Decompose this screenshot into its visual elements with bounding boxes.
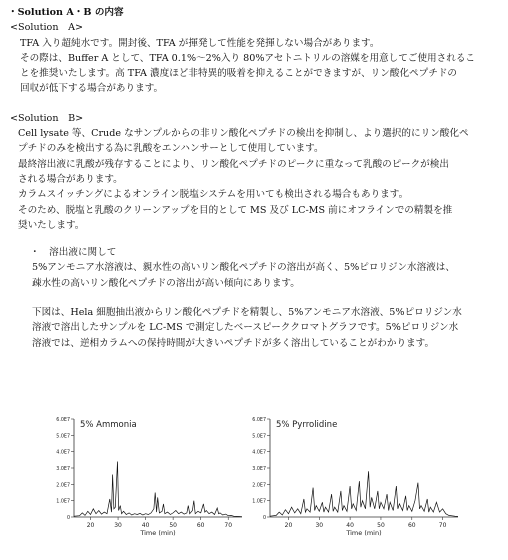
x-tick-label: 30: [114, 522, 122, 529]
chromatogram-pyrrolidine-svg: [252, 405, 470, 545]
chromatogram-ammonia: [56, 405, 254, 545]
solution-b-line: そのため、脱塩と乳酸のクリーンアップを目的として MS 及び LC-MS 前にオフラインでの精製を推: [18, 204, 453, 216]
chromatogram-trace: [270, 471, 458, 516]
chromatogram-ammonia-svg: [56, 405, 254, 545]
y-tick-label: 4.0E7: [56, 450, 70, 456]
solution-b-line: 奨いたします。: [18, 219, 85, 231]
y-tick-label: 6.0E7: [56, 418, 70, 423]
solution-b-line: カラムスイッチングによるオンライン脱塩システムを用いても検出される場合もあります。: [18, 189, 409, 201]
solution-a-line: その際は、Buffer A として、TFA 0.1%～2%入り 80%アセトニトリルの溶媒を用意してご使用されるこ: [20, 52, 476, 64]
x-tick-label: 40: [141, 522, 150, 529]
y-tick-label: 1.0E7: [56, 499, 70, 505]
chart-title: 5% Ammonia: [80, 420, 137, 430]
figure-caption-line: 下図は、Hela 細胞抽出液からリン酸化ペプチドを精製し、5%アンモニア水溶液、5%ピロリジン水: [32, 307, 462, 319]
x-tick-label: 20: [284, 522, 293, 529]
y-tick-label: 5.0E7: [252, 434, 266, 440]
x-tick-label: 40: [346, 522, 354, 529]
x-tick-label: 50: [169, 522, 177, 529]
y-tick-label: 3.0E7: [252, 467, 266, 472]
y-tick-label: 1.0E7: [252, 499, 266, 505]
elution-line: 疎水性の高いリン酸化ペプチドの溶出が高い傾向にあります。: [32, 277, 300, 289]
x-tick-label: 30: [315, 522, 324, 529]
spacer: [8, 291, 502, 305]
x-tick-label: 60: [407, 522, 416, 529]
spacer: [8, 233, 502, 245]
y-tick-label: 2.0E7: [252, 483, 266, 489]
elution-heading: ・ 溶出液に関して: [30, 247, 117, 259]
x-tick-label: 60: [196, 522, 205, 529]
x-tick-label: 70: [224, 522, 233, 529]
solution-b-line: 最終溶出液に乳酸が残存することにより、リン酸化ペプチドのピークに重なって乳酸のピークが検出: [18, 158, 449, 170]
elution-line: 5%アンモニア水溶液は、親水性の高いリン酸化ペプチドの溶出が高く、5%ピロリジン水溶液は、: [32, 262, 455, 274]
chromatogram-trace: [74, 462, 242, 517]
y-tick-label: 5.0E7: [56, 434, 70, 440]
x-axis-label: Time (min): [140, 529, 176, 537]
y-tick-label: 2.0E7: [56, 483, 70, 489]
solution-a-line: TFA 入り超純水です。開封後、TFA が揮発して性能を発揮しない場合があります。: [20, 37, 380, 49]
x-tick-label: 50: [377, 522, 385, 529]
y-tick-label: 4.0E7: [252, 450, 266, 456]
solution-b-line: される場合があります。: [18, 173, 123, 185]
y-tick-label: 0: [262, 516, 266, 521]
solution-b-heading: <Solution B>: [10, 112, 84, 124]
x-tick-label: 20: [86, 522, 95, 529]
x-axis-label: Time (min): [346, 529, 382, 537]
chart-title: 5% Pyrrolidine: [276, 420, 338, 430]
y-tick-label: 0: [66, 516, 70, 521]
solution-b-line: プチドのみを検出する為に乳酸をエンハンサーとして使用しています。: [18, 143, 324, 155]
figure-caption-line: 溶液では、逆相カラムへの保持時間が大きいペプチドが多く溶出していることがわかります。: [32, 337, 435, 349]
solution-b-line: Cell lysate 等、Crude なサンプルからの非リン酸化ペプチドの検出を抑制し、より選択的にリン酸化ペ: [18, 128, 469, 140]
solution-a-line: とを推奨いたします。高 TFA 濃度ほど非特異的吸着を抑えることができますが、リン酸化ペプチドの: [20, 68, 458, 80]
solution-a-line: 回収が低下する場合があります。: [20, 83, 164, 95]
solution-a-heading: <Solution A>: [10, 22, 84, 34]
x-tick-label: 70: [438, 522, 447, 529]
y-tick-label: 6.0E7: [252, 418, 266, 423]
figure-caption-line: 溶液で溶出したサンプルを LC-MS で測定したベースピーククロマトグラフです。5%ピロリジン水: [32, 322, 459, 334]
section-title: ・Solution A・B の内容: [8, 7, 124, 18]
spacer: [8, 97, 502, 111]
y-tick-label: 3.0E7: [56, 467, 70, 472]
document-body: [8, 5, 502, 351]
chromatogram-pyrrolidine: [252, 405, 470, 545]
